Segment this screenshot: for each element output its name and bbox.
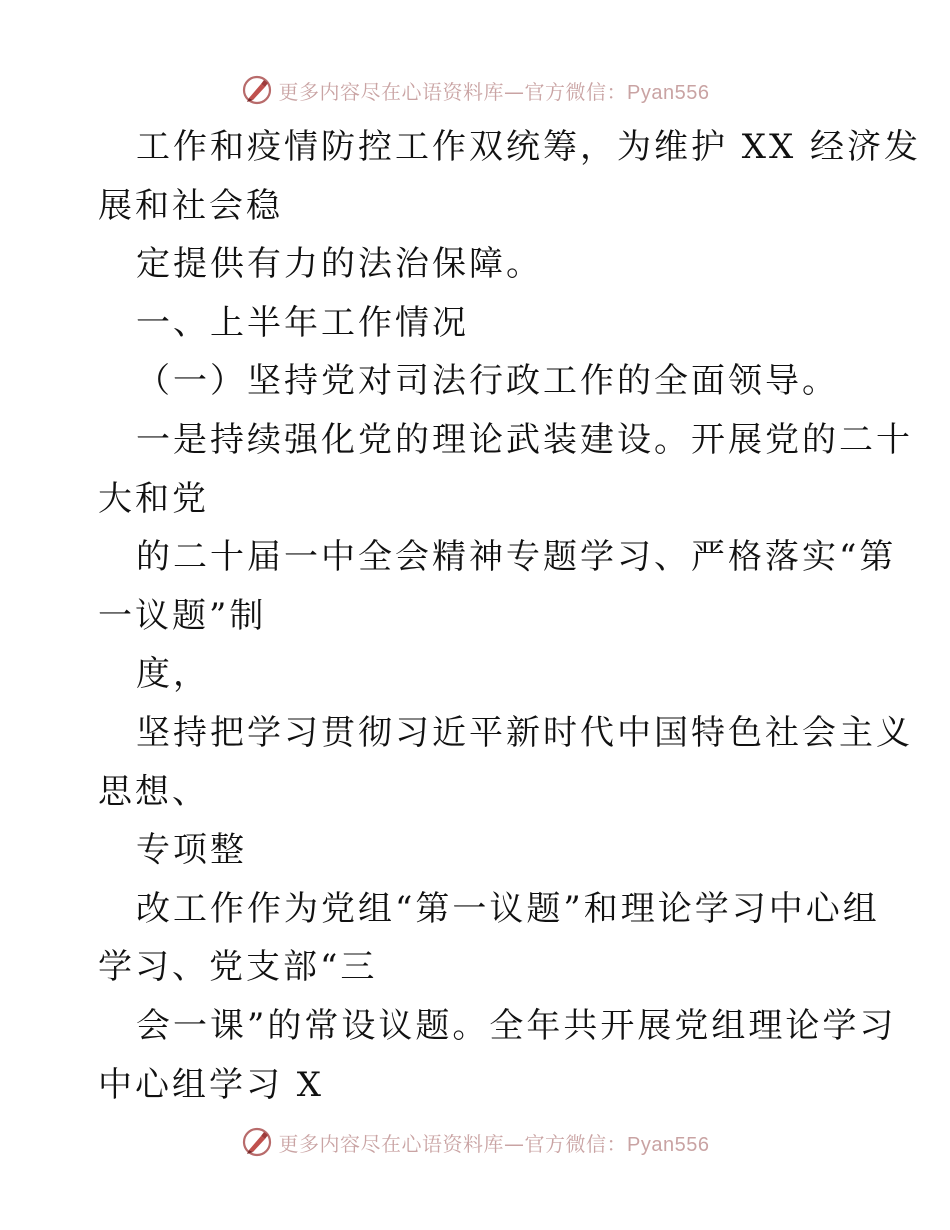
watermark-id: Pyan556	[627, 81, 710, 104]
text-line: 中心组学习 X	[98, 1064, 325, 1105]
text-line: 度，	[136, 654, 210, 695]
text-line: 坚持把学习贯彻习近平新时代中国特色社会主义	[136, 712, 913, 753]
pen-logo-icon	[241, 74, 273, 106]
text-line: 一、上半年工作情况	[136, 302, 469, 343]
text-line: 专项整	[136, 830, 247, 871]
text-line: 的二十届一中全会精神专题学习、严格落实“第	[136, 537, 897, 578]
watermark-text: 更多内容尽在心语资料库—官方微信：	[278, 79, 628, 104]
text-line: 学习、党支部“三	[98, 947, 378, 988]
header-watermark	[0, 70, 950, 110]
watermark-text: 更多内容尽在心语资料库—官方微信：	[278, 1131, 628, 1156]
text-line: 展和社会稳	[98, 185, 283, 226]
document-body	[98, 118, 922, 1114]
text-line: （一）坚持党对司法行政工作的全面领导。	[136, 361, 839, 402]
text-line: 一是持续强化党的理论武装建设。开展党的二十	[136, 419, 913, 460]
footer-watermark	[0, 1122, 950, 1162]
text-line: 工作和疫情防控工作双统筹，为维护 XX 经济发	[136, 127, 922, 167]
text-line: 定提供有力的法治保障。	[136, 244, 543, 285]
text-line: 一议题”制	[98, 595, 267, 636]
watermark-id: Pyan556	[627, 1133, 710, 1156]
pen-logo-icon	[241, 1126, 273, 1158]
text-line: 会一课”的常设议题。全年共开展党组理论学习	[136, 1005, 897, 1046]
text-line: 思想、	[98, 771, 209, 812]
text-line: 大和党	[98, 478, 209, 519]
text-line: 改工作作为党组“第一议题”和理论学习中心组	[136, 888, 880, 929]
